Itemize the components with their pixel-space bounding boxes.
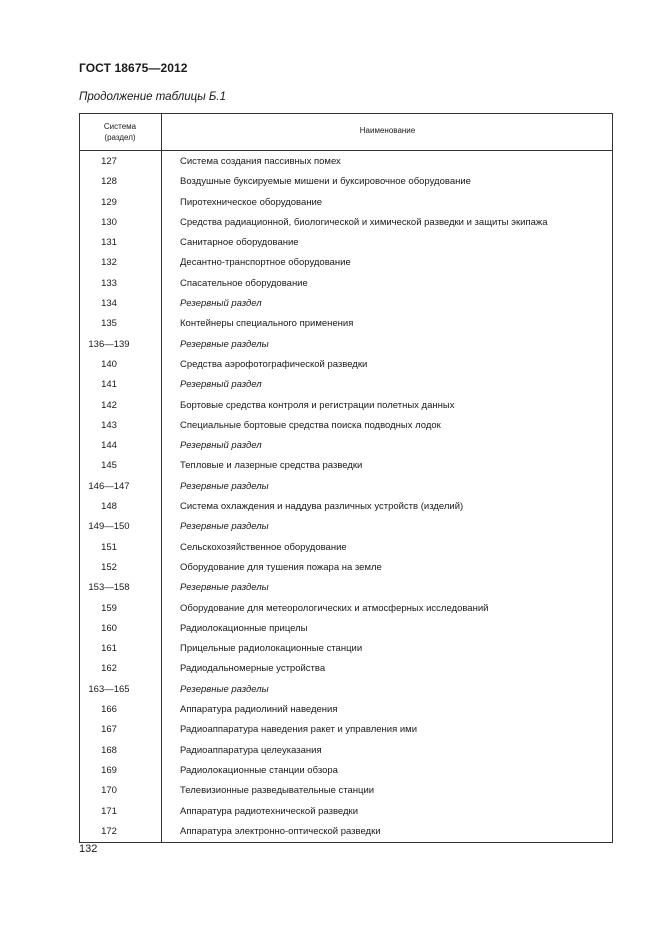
system-name: Средства аэрофотографической разведки — [180, 358, 368, 370]
system-code: 161 — [101, 643, 117, 655]
system-name: Тепловые и лазерные средства разведки — [180, 460, 363, 472]
system-code: 172 — [101, 825, 117, 837]
system-name: Бортовые средства контроля и регистрации полетных данных — [180, 399, 455, 411]
system-name: Средства радиационной, биологической и химической разведки и защиты экипажа — [180, 216, 548, 228]
reserved-section-name: Резервный раздел — [180, 379, 262, 391]
reserved-section-name: Резервные разделы — [180, 338, 269, 350]
table-row — [79, 680, 613, 700]
system-code: 153—158 — [88, 582, 130, 594]
table-row — [79, 335, 613, 355]
systems-table — [79, 113, 613, 843]
system-code: 171 — [101, 805, 117, 817]
table-row — [79, 659, 613, 679]
table-row — [79, 700, 613, 720]
system-name: Радиодальномерные устройства — [180, 663, 326, 675]
table-row — [79, 619, 613, 639]
table-row — [79, 578, 613, 598]
table-row — [79, 558, 613, 578]
system-name: Радиоаппаратура целеуказания — [180, 744, 322, 756]
table-row — [79, 761, 613, 781]
system-name: Воздушные буксируемые мишени и буксировочное оборудование — [180, 176, 471, 188]
system-name: Радиолокационные прицелы — [180, 622, 308, 634]
reserved-section-name: Резервные разделы — [180, 521, 269, 533]
table-body — [79, 151, 613, 842]
table-row — [79, 193, 613, 213]
system-code: 127 — [101, 156, 117, 167]
system-code: 136—139 — [88, 338, 130, 350]
table-row — [79, 396, 613, 416]
column-header-system — [79, 121, 161, 143]
table-header — [79, 114, 613, 151]
system-code: 129 — [101, 196, 117, 208]
system-code: 170 — [101, 785, 117, 797]
system-name: Санитарное оборудование — [180, 237, 299, 249]
system-code: 159 — [101, 602, 117, 614]
system-name: Система создания пассивных помех — [180, 156, 341, 167]
system-name: Десантно-транспортное оборудование — [180, 257, 351, 269]
table-row — [79, 314, 613, 334]
system-name: Оборудование для метеорологических и атмосферных исследований — [180, 602, 489, 614]
system-name: Аппаратура электронно-оптической разведки — [180, 825, 381, 837]
system-code: 168 — [101, 744, 117, 756]
table-row — [79, 253, 613, 273]
system-code: 148 — [101, 501, 117, 513]
column-header-system-label: Система (раздел) — [103, 122, 137, 142]
table-row — [79, 639, 613, 659]
system-name: Телевизионные разведывательные станции — [180, 785, 375, 797]
system-code: 162 — [101, 663, 117, 675]
system-code: 152 — [101, 561, 117, 573]
table-row — [79, 152, 613, 172]
system-code: 151 — [101, 541, 117, 553]
table-row — [79, 416, 613, 436]
table-row — [79, 375, 613, 395]
system-code: 140 — [101, 358, 117, 370]
system-name: Прицельные радиолокационные станции — [180, 643, 363, 655]
reserved-section-name: Резервные разделы — [180, 683, 269, 695]
system-code: 142 — [101, 399, 117, 411]
system-name: Контейнеры специального применения — [180, 318, 354, 330]
system-name: Радиоаппаратура наведения ракет и управления ими — [180, 724, 417, 736]
system-code: 166 — [101, 704, 117, 716]
system-code: 132 — [101, 257, 117, 269]
table-row — [79, 233, 613, 253]
page-number: 132 — [79, 843, 98, 855]
reserved-section-name: Резервные разделы — [180, 582, 269, 594]
table-row — [79, 802, 613, 822]
table-row — [79, 355, 613, 375]
system-code: 167 — [101, 724, 117, 736]
system-code: 169 — [101, 764, 117, 776]
system-code: 131 — [101, 237, 117, 249]
system-name: Пиротехническое оборудование — [180, 196, 323, 208]
system-name: Оборудование для тушения пожара на земле — [180, 561, 382, 573]
system-code: 133 — [101, 277, 117, 289]
system-code: 141 — [101, 379, 117, 391]
table-row — [79, 599, 613, 619]
system-name: Аппаратура радиотехнической разведки — [180, 805, 358, 817]
system-code: 149—150 — [88, 521, 130, 533]
system-name: Сельскохозяйственное оборудование — [180, 541, 347, 553]
table-row — [79, 497, 613, 517]
system-code: 145 — [101, 460, 117, 472]
system-code: 130 — [101, 216, 117, 228]
table-row — [79, 477, 613, 497]
table-row — [79, 456, 613, 476]
reserved-section-name: Резервный раздел — [180, 298, 262, 310]
system-code: 134 — [101, 298, 117, 310]
table-row — [79, 213, 613, 233]
system-name: Система охлаждения и наддува различных устройств (изделий) — [180, 501, 464, 513]
table-row — [79, 172, 613, 192]
system-code: 163—165 — [88, 683, 130, 695]
system-code: 143 — [101, 419, 117, 431]
system-name: Радиолокационные станции обзора — [180, 764, 338, 776]
table-row — [79, 538, 613, 558]
table-row — [79, 741, 613, 761]
table-row — [79, 720, 613, 740]
table-row — [79, 294, 613, 314]
reserved-section-name: Резервные разделы — [180, 480, 269, 492]
system-name: Спасательное оборудование — [180, 277, 308, 289]
system-name: Аппаратура радиолиний наведения — [180, 704, 338, 716]
system-code: 128 — [101, 176, 117, 188]
table-row — [79, 517, 613, 537]
document-title: ГОСТ 18675—2012 — [79, 61, 188, 75]
system-code: 146—147 — [88, 480, 130, 492]
system-code: 160 — [101, 622, 117, 634]
table-row — [79, 274, 613, 294]
table-row — [79, 822, 613, 842]
reserved-section-name: Резервный раздел — [180, 440, 262, 452]
table-row — [79, 436, 613, 456]
table-row — [79, 781, 613, 801]
system-code: 144 — [101, 440, 117, 452]
system-code: 135 — [101, 318, 117, 330]
column-header-name: Наименование — [359, 126, 416, 135]
system-name: Специальные бортовые средства поиска подводных лодок — [180, 419, 441, 431]
table-caption: Продолжение таблицы Б.1 — [79, 91, 226, 103]
